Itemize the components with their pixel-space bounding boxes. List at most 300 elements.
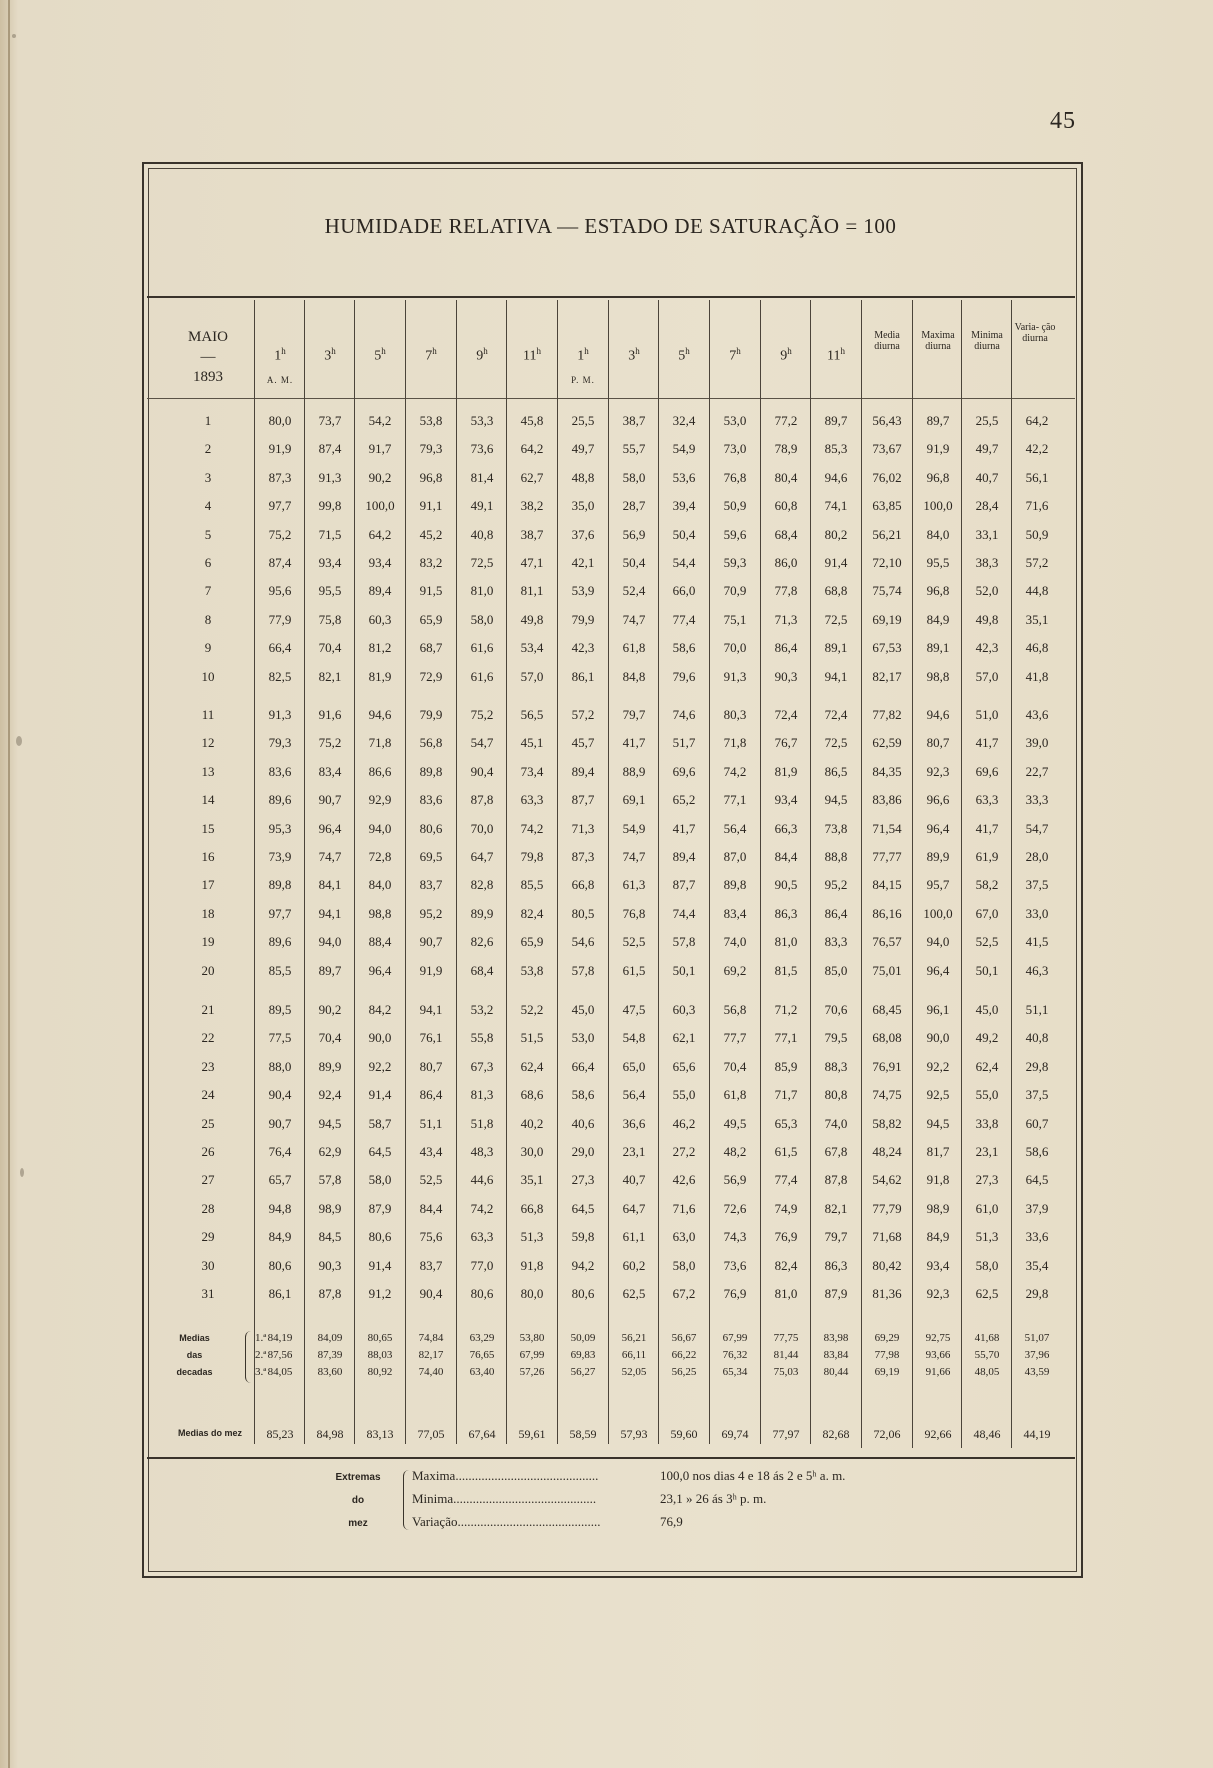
value-cell: 53,3 (470, 413, 494, 428)
medias-mez-value: 85,23 (266, 1427, 294, 1441)
value-cell: 81,0 (774, 1286, 798, 1301)
decada-value: 80,44 (823, 1366, 849, 1378)
hour-number: 7 (425, 348, 433, 364)
day-cell: 19 (201, 934, 215, 950)
value-cell: 74,7 (622, 849, 646, 864)
value-cell: 61,3 (622, 877, 646, 893)
value-cell: 91,9 (926, 441, 950, 457)
value-cell: 90,4 (470, 763, 494, 779)
value-cell: 87,7 (571, 792, 595, 808)
value-cell: 89,7 (318, 962, 342, 978)
value-cell: 94,8 (268, 1200, 292, 1216)
value-cell: 81,9 (774, 763, 798, 779)
value-cell: 56,1 (1025, 469, 1049, 485)
table-row (150, 1283, 1075, 1305)
value-cell: 73,8 (824, 820, 848, 836)
day-cell: 24 (201, 1087, 215, 1103)
value-cell: 89,4 (368, 583, 392, 599)
value-cell: 50,1 (975, 962, 999, 978)
value-cell: 77,5 (268, 1030, 292, 1046)
hour-header (355, 344, 405, 373)
value-cell: 90,7 (268, 1115, 292, 1131)
decada-value: 88,03 (367, 1349, 393, 1361)
value-cell: 55,8 (470, 1030, 494, 1046)
decada-value: 63,29 (469, 1332, 495, 1344)
value-cell: 91,8 (926, 1172, 950, 1188)
value-cell: 81,9 (368, 668, 392, 684)
value-cell: 69,5 (419, 849, 443, 864)
value-cell: 72,8 (368, 849, 392, 864)
value-cell: 94,6 (926, 707, 950, 722)
footer-rule (147, 1457, 1075, 1459)
decada-number: 1.ª (255, 1332, 267, 1344)
value-cell: 35,4 (1025, 1257, 1049, 1273)
value-cell: 60,2 (622, 1257, 646, 1273)
value-cell: 44,6 (470, 1172, 494, 1188)
value-cell: 39,4 (672, 498, 696, 514)
value-cell: 81,2 (368, 640, 392, 656)
value-cell: 71,54 (872, 820, 902, 836)
decada-value: 81,44 (773, 1349, 799, 1361)
value-cell: 64,2 (520, 441, 544, 457)
value-cell: 22,7 (1025, 763, 1049, 779)
value-cell: 54,62 (872, 1172, 902, 1188)
variacao-header: Varia- ção diurna (1014, 322, 1056, 344)
value-cell: 47,5 (622, 1002, 646, 1017)
value-cell: 28,7 (622, 498, 646, 514)
medias-label-2: das (186, 1350, 203, 1360)
hour-number: 11 (827, 348, 841, 364)
decada-value: 63,40 (469, 1366, 495, 1378)
decada-value: 65,34 (722, 1366, 748, 1378)
value-cell: 58,82 (872, 1115, 902, 1131)
hour-header (710, 344, 760, 373)
value-cell: 88,4 (368, 934, 392, 950)
value-cell: 84,35 (872, 763, 902, 779)
table-row (150, 552, 1075, 574)
maxima-header: Maxima diurna (921, 330, 955, 352)
value-cell: 52,5 (419, 1172, 443, 1188)
day-cell: 1 (204, 413, 212, 428)
value-cell: 74,2 (470, 1200, 494, 1216)
day-cell: 26 (201, 1144, 215, 1159)
value-cell: 89,1 (824, 640, 848, 656)
value-cell: 86,1 (268, 1286, 292, 1301)
value-cell: 77,0 (470, 1257, 494, 1273)
hour-number: 5 (374, 348, 382, 364)
value-cell: 65,6 (672, 1058, 696, 1074)
value-cell: 80,42 (872, 1257, 902, 1273)
value-cell: 81,5 (774, 962, 798, 978)
value-cell: 49,8 (520, 611, 544, 627)
day-cell: 5 (204, 526, 212, 542)
value-cell: 74,75 (872, 1087, 902, 1103)
value-cell: 87,3 (571, 849, 595, 864)
value-cell: 85,9 (774, 1058, 798, 1074)
hour-number: 1 (274, 348, 282, 364)
decada-value: 56,67 (671, 1332, 697, 1344)
value-cell: 66,0 (672, 583, 696, 599)
value-cell: 74,7 (318, 849, 342, 864)
value-cell: 42,6 (672, 1172, 696, 1188)
value-cell: 92,2 (926, 1058, 950, 1074)
day-cell: 6 (204, 555, 212, 570)
value-cell: 45,8 (520, 413, 544, 428)
value-cell: 72,5 (824, 735, 848, 751)
table-row (150, 1027, 1075, 1049)
value-cell: 41,5 (1025, 934, 1049, 950)
value-cell: 67,53 (872, 640, 902, 656)
decada-value: 55,70 (974, 1349, 1000, 1361)
value-cell: 41,7 (672, 820, 696, 836)
value-cell: 61,0 (975, 1200, 999, 1216)
value-cell: 54,7 (1025, 820, 1049, 836)
value-cell: 94,1 (318, 905, 342, 921)
value-cell: 89,5 (268, 1002, 292, 1017)
value-cell: 37,5 (1025, 1087, 1049, 1103)
value-cell: 49,7 (975, 441, 999, 457)
value-cell: 61,8 (723, 1087, 747, 1103)
value-cell: 62,7 (520, 469, 544, 485)
decada-value: 83,84 (823, 1349, 849, 1361)
value-cell: 61,8 (622, 640, 646, 656)
decada-value: 66,11 (621, 1349, 647, 1361)
value-cell: 50,4 (672, 526, 696, 542)
value-cell: 86,5 (824, 763, 848, 779)
extremas-minima-line (412, 1491, 603, 1507)
value-cell: 23,1 (975, 1144, 999, 1159)
minima-label: Minima (412, 1491, 454, 1506)
value-cell: 79,9 (571, 611, 595, 627)
value-cell: 59,8 (571, 1229, 595, 1245)
value-cell: 87,9 (824, 1286, 848, 1301)
value-cell: 53,0 (723, 413, 747, 428)
value-cell: 75,8 (318, 611, 342, 627)
value-cell: 53,9 (571, 583, 595, 599)
value-cell: 55,7 (622, 441, 646, 457)
value-cell: 66,3 (774, 820, 798, 836)
value-cell: 55,0 (975, 1087, 999, 1103)
value-cell: 57,2 (1025, 555, 1049, 570)
value-cell: 46,2 (672, 1115, 696, 1131)
day-cell: 28 (201, 1200, 215, 1216)
value-cell: 91,9 (268, 441, 292, 457)
hour-suffix: h (736, 346, 741, 356)
value-cell: 50,9 (723, 498, 747, 514)
hour-number: 9 (780, 348, 788, 364)
value-cell: 98,8 (368, 905, 392, 921)
value-cell: 48,8 (571, 469, 595, 485)
value-cell: 56,4 (622, 1087, 646, 1103)
value-cell: 42,3 (975, 640, 999, 656)
value-cell: 77,77 (872, 849, 902, 864)
value-cell: 68,4 (774, 526, 798, 542)
value-cell: 87,8 (470, 792, 494, 808)
table-row (150, 438, 1075, 460)
value-cell: 63,3 (520, 792, 544, 808)
value-cell: 74,4 (672, 905, 696, 921)
value-cell: 68,08 (872, 1030, 902, 1046)
value-cell: 86,4 (419, 1087, 443, 1103)
value-cell: 82,4 (520, 905, 544, 921)
value-cell: 79,6 (672, 668, 696, 684)
value-cell: 49,2 (975, 1030, 999, 1046)
value-cell: 84,4 (419, 1200, 443, 1216)
value-cell: 40,8 (470, 526, 494, 542)
value-cell: 83,7 (419, 1257, 443, 1273)
value-cell: 49,8 (975, 611, 999, 627)
value-cell: 84,8 (622, 668, 646, 684)
medias-mez-value: 72,06 (873, 1427, 901, 1441)
value-cell: 84,5 (318, 1229, 342, 1245)
value-cell: 87,7 (672, 877, 696, 893)
extremas-label-1: Extremas (335, 1472, 381, 1483)
period-label: P. M. (571, 374, 595, 385)
value-cell: 95,5 (926, 555, 950, 570)
value-cell: 77,4 (672, 611, 696, 627)
value-cell: 89,6 (268, 792, 292, 808)
value-cell: 38,7 (520, 526, 544, 542)
value-cell: 57,8 (318, 1172, 342, 1188)
value-cell: 74,3 (723, 1229, 747, 1245)
value-cell: 72,5 (470, 555, 494, 570)
value-cell: 91,7 (368, 441, 392, 457)
value-cell: 94,0 (368, 820, 392, 836)
value-cell: 50,4 (622, 555, 646, 570)
value-cell: 76,7 (774, 735, 798, 751)
value-cell: 60,3 (672, 1002, 696, 1017)
extremas-variacao-line (412, 1514, 607, 1530)
table-row (150, 931, 1075, 953)
value-cell: 88,3 (824, 1058, 848, 1074)
value-cell: 87,8 (824, 1172, 848, 1188)
value-cell: 81,1 (520, 583, 544, 599)
value-cell: 75,1 (723, 611, 747, 627)
day-cell: 7 (204, 583, 212, 599)
value-cell: 96,4 (318, 820, 342, 836)
value-cell: 86,0 (774, 555, 798, 570)
value-cell: 63,0 (672, 1229, 696, 1245)
decada-value: 84,05 (267, 1366, 293, 1378)
medias-mez-value: 58,59 (569, 1427, 597, 1441)
value-cell: 32,4 (672, 413, 696, 428)
value-cell: 74,1 (824, 498, 848, 514)
value-cell: 53,8 (520, 962, 544, 978)
value-cell: 90,0 (926, 1030, 950, 1046)
value-cell: 42,1 (571, 555, 595, 570)
value-cell: 91,6 (318, 707, 342, 722)
hour-suffix: h (840, 346, 845, 356)
extremas-maxima-line (412, 1468, 605, 1484)
value-cell: 79,5 (824, 1030, 848, 1046)
value-cell: 91,4 (368, 1257, 392, 1273)
value-cell: 79,3 (268, 735, 292, 751)
value-cell: 70,4 (318, 640, 342, 656)
value-cell: 72,9 (419, 668, 443, 684)
value-cell: 33,8 (975, 1115, 999, 1131)
value-cell: 39,0 (1025, 735, 1049, 751)
table-row (150, 1084, 1075, 1106)
value-cell: 90,3 (318, 1257, 342, 1273)
value-cell: 79,7 (824, 1229, 848, 1245)
value-cell: 72,6 (723, 1200, 747, 1216)
extremas-label-2: do (351, 1495, 365, 1506)
value-cell: 80,6 (368, 1229, 392, 1245)
value-cell: 89,4 (571, 763, 595, 779)
decada-row (150, 1331, 1075, 1346)
value-cell: 89,8 (723, 877, 747, 893)
table-row (150, 580, 1075, 602)
value-cell: 80,2 (824, 526, 848, 542)
table-row (150, 818, 1075, 840)
medias-mez-value: 82,68 (822, 1427, 850, 1441)
value-cell: 77,1 (723, 792, 747, 808)
value-cell: 86,4 (774, 640, 798, 656)
value-cell: 94,2 (571, 1257, 595, 1273)
value-cell: 75,01 (872, 962, 902, 978)
value-cell: 37,5 (1025, 877, 1049, 893)
value-cell: 52,5 (975, 934, 999, 950)
value-cell: 25,5 (975, 413, 999, 428)
hour-header (609, 344, 659, 373)
value-cell: 52,0 (975, 583, 999, 599)
value-cell: 96,8 (926, 469, 950, 485)
value-cell: 86,16 (872, 905, 902, 921)
value-cell: 71,5 (318, 526, 342, 542)
value-cell: 91,8 (520, 1257, 544, 1273)
value-cell: 85,0 (824, 962, 848, 978)
value-cell: 57,8 (672, 934, 696, 950)
value-cell: 87,8 (318, 1286, 342, 1301)
value-cell: 27,3 (571, 1172, 595, 1188)
value-cell: 95,3 (268, 820, 292, 836)
value-cell: 64,2 (368, 526, 392, 542)
hour-suffix: h (331, 346, 336, 356)
value-cell: 51,8 (470, 1115, 494, 1131)
value-cell: 87,3 (268, 469, 292, 485)
medias-mez-value: 77,97 (772, 1427, 800, 1441)
header-rule (147, 398, 1075, 399)
value-cell: 84,2 (368, 1002, 392, 1017)
minima-value: 23,1 » 26 ás 3ʰ p. m. (660, 1491, 767, 1506)
value-cell: 74,9 (774, 1200, 798, 1216)
value-cell: 87,9 (368, 1200, 392, 1216)
value-cell: 74,2 (723, 763, 747, 779)
value-cell: 57,0 (520, 668, 544, 684)
value-cell: 46,8 (1025, 640, 1049, 656)
value-cell: 84,1 (318, 877, 342, 893)
value-cell: 81,0 (774, 934, 798, 950)
page-edge (8, 0, 10, 1768)
maxima-value: 100,0 nos dias 4 e 18 ás 2 e 5ʰ a. m. (660, 1468, 846, 1483)
value-cell: 76,9 (774, 1229, 798, 1245)
table-row (150, 1113, 1075, 1135)
day-cell: 14 (201, 792, 215, 808)
value-cell: 45,1 (520, 735, 544, 751)
table-row (150, 789, 1075, 811)
value-cell: 48,3 (470, 1144, 494, 1159)
value-cell: 80,7 (419, 1058, 443, 1074)
value-cell: 56,21 (872, 526, 902, 542)
value-cell: 90,7 (318, 792, 342, 808)
value-cell: 64,7 (470, 849, 494, 864)
value-cell: 68,45 (872, 1002, 902, 1017)
value-cell: 92,3 (926, 1286, 950, 1301)
decada-value: 69,19 (874, 1366, 900, 1378)
paper-spot (20, 1168, 24, 1177)
value-cell: 61,6 (470, 668, 494, 684)
day-cell: 11 (201, 707, 215, 722)
value-cell: 84,0 (368, 877, 392, 893)
value-cell: 80,7 (926, 735, 950, 751)
hour-suffix: h (635, 346, 640, 356)
value-cell: 94,1 (419, 1002, 443, 1017)
value-cell: 95,6 (268, 583, 292, 599)
decada-value: 80,92 (367, 1366, 393, 1378)
value-cell: 43,4 (419, 1144, 443, 1159)
decada-value: 87,56 (267, 1349, 293, 1361)
value-cell: 53,0 (571, 1030, 595, 1046)
value-cell: 42,2 (1025, 441, 1049, 457)
value-cell: 86,1 (571, 668, 595, 684)
value-cell: 64,5 (368, 1144, 392, 1159)
value-cell: 40,6 (571, 1115, 595, 1131)
hour-header (811, 344, 861, 373)
value-cell: 90,0 (368, 1030, 392, 1046)
value-cell: 98,8 (926, 668, 950, 684)
value-cell: 33,6 (1025, 1229, 1049, 1245)
value-cell: 41,7 (975, 735, 999, 751)
decada-value: 50,09 (570, 1332, 596, 1344)
value-cell: 76,8 (723, 469, 747, 485)
extremas-brace (403, 1470, 411, 1530)
decada-value: 93,66 (925, 1349, 951, 1361)
value-cell: 68,6 (520, 1087, 544, 1103)
value-cell: 81,36 (872, 1286, 902, 1301)
minima-header: Minima diurna (971, 330, 1003, 352)
value-cell: 56,8 (419, 735, 443, 751)
value-cell: 77,7 (723, 1030, 747, 1046)
value-cell: 76,4 (268, 1144, 292, 1159)
value-cell: 68,7 (419, 640, 443, 656)
value-cell: 63,3 (470, 1229, 494, 1245)
value-cell: 83,7 (419, 877, 443, 893)
decada-value: 67,99 (722, 1332, 748, 1344)
value-cell: 69,19 (872, 611, 902, 627)
value-cell: 91,3 (268, 707, 292, 722)
value-cell: 73,4 (520, 763, 544, 779)
value-cell: 62,4 (975, 1058, 999, 1074)
value-cell: 53,8 (419, 413, 443, 428)
value-cell: 86,3 (824, 1257, 848, 1273)
value-cell: 58,0 (470, 611, 494, 627)
value-cell: 77,1 (774, 1030, 798, 1046)
day-cell: 22 (201, 1030, 215, 1046)
value-cell: 25,5 (571, 413, 595, 428)
day-cell: 20 (201, 962, 215, 978)
value-cell: 66,8 (571, 877, 595, 893)
decada-value: 56,25 (671, 1366, 697, 1378)
day-cell: 25 (201, 1115, 215, 1131)
value-cell: 69,1 (622, 792, 646, 808)
month-label: MAIO (188, 329, 228, 345)
decada-value: 77,98 (874, 1349, 900, 1361)
value-cell: 90,4 (419, 1286, 443, 1301)
medias-mez-value: 48,46 (973, 1427, 1001, 1441)
value-cell: 70,0 (723, 640, 747, 656)
value-cell: 38,7 (622, 413, 646, 428)
value-cell: 74,6 (672, 707, 696, 722)
